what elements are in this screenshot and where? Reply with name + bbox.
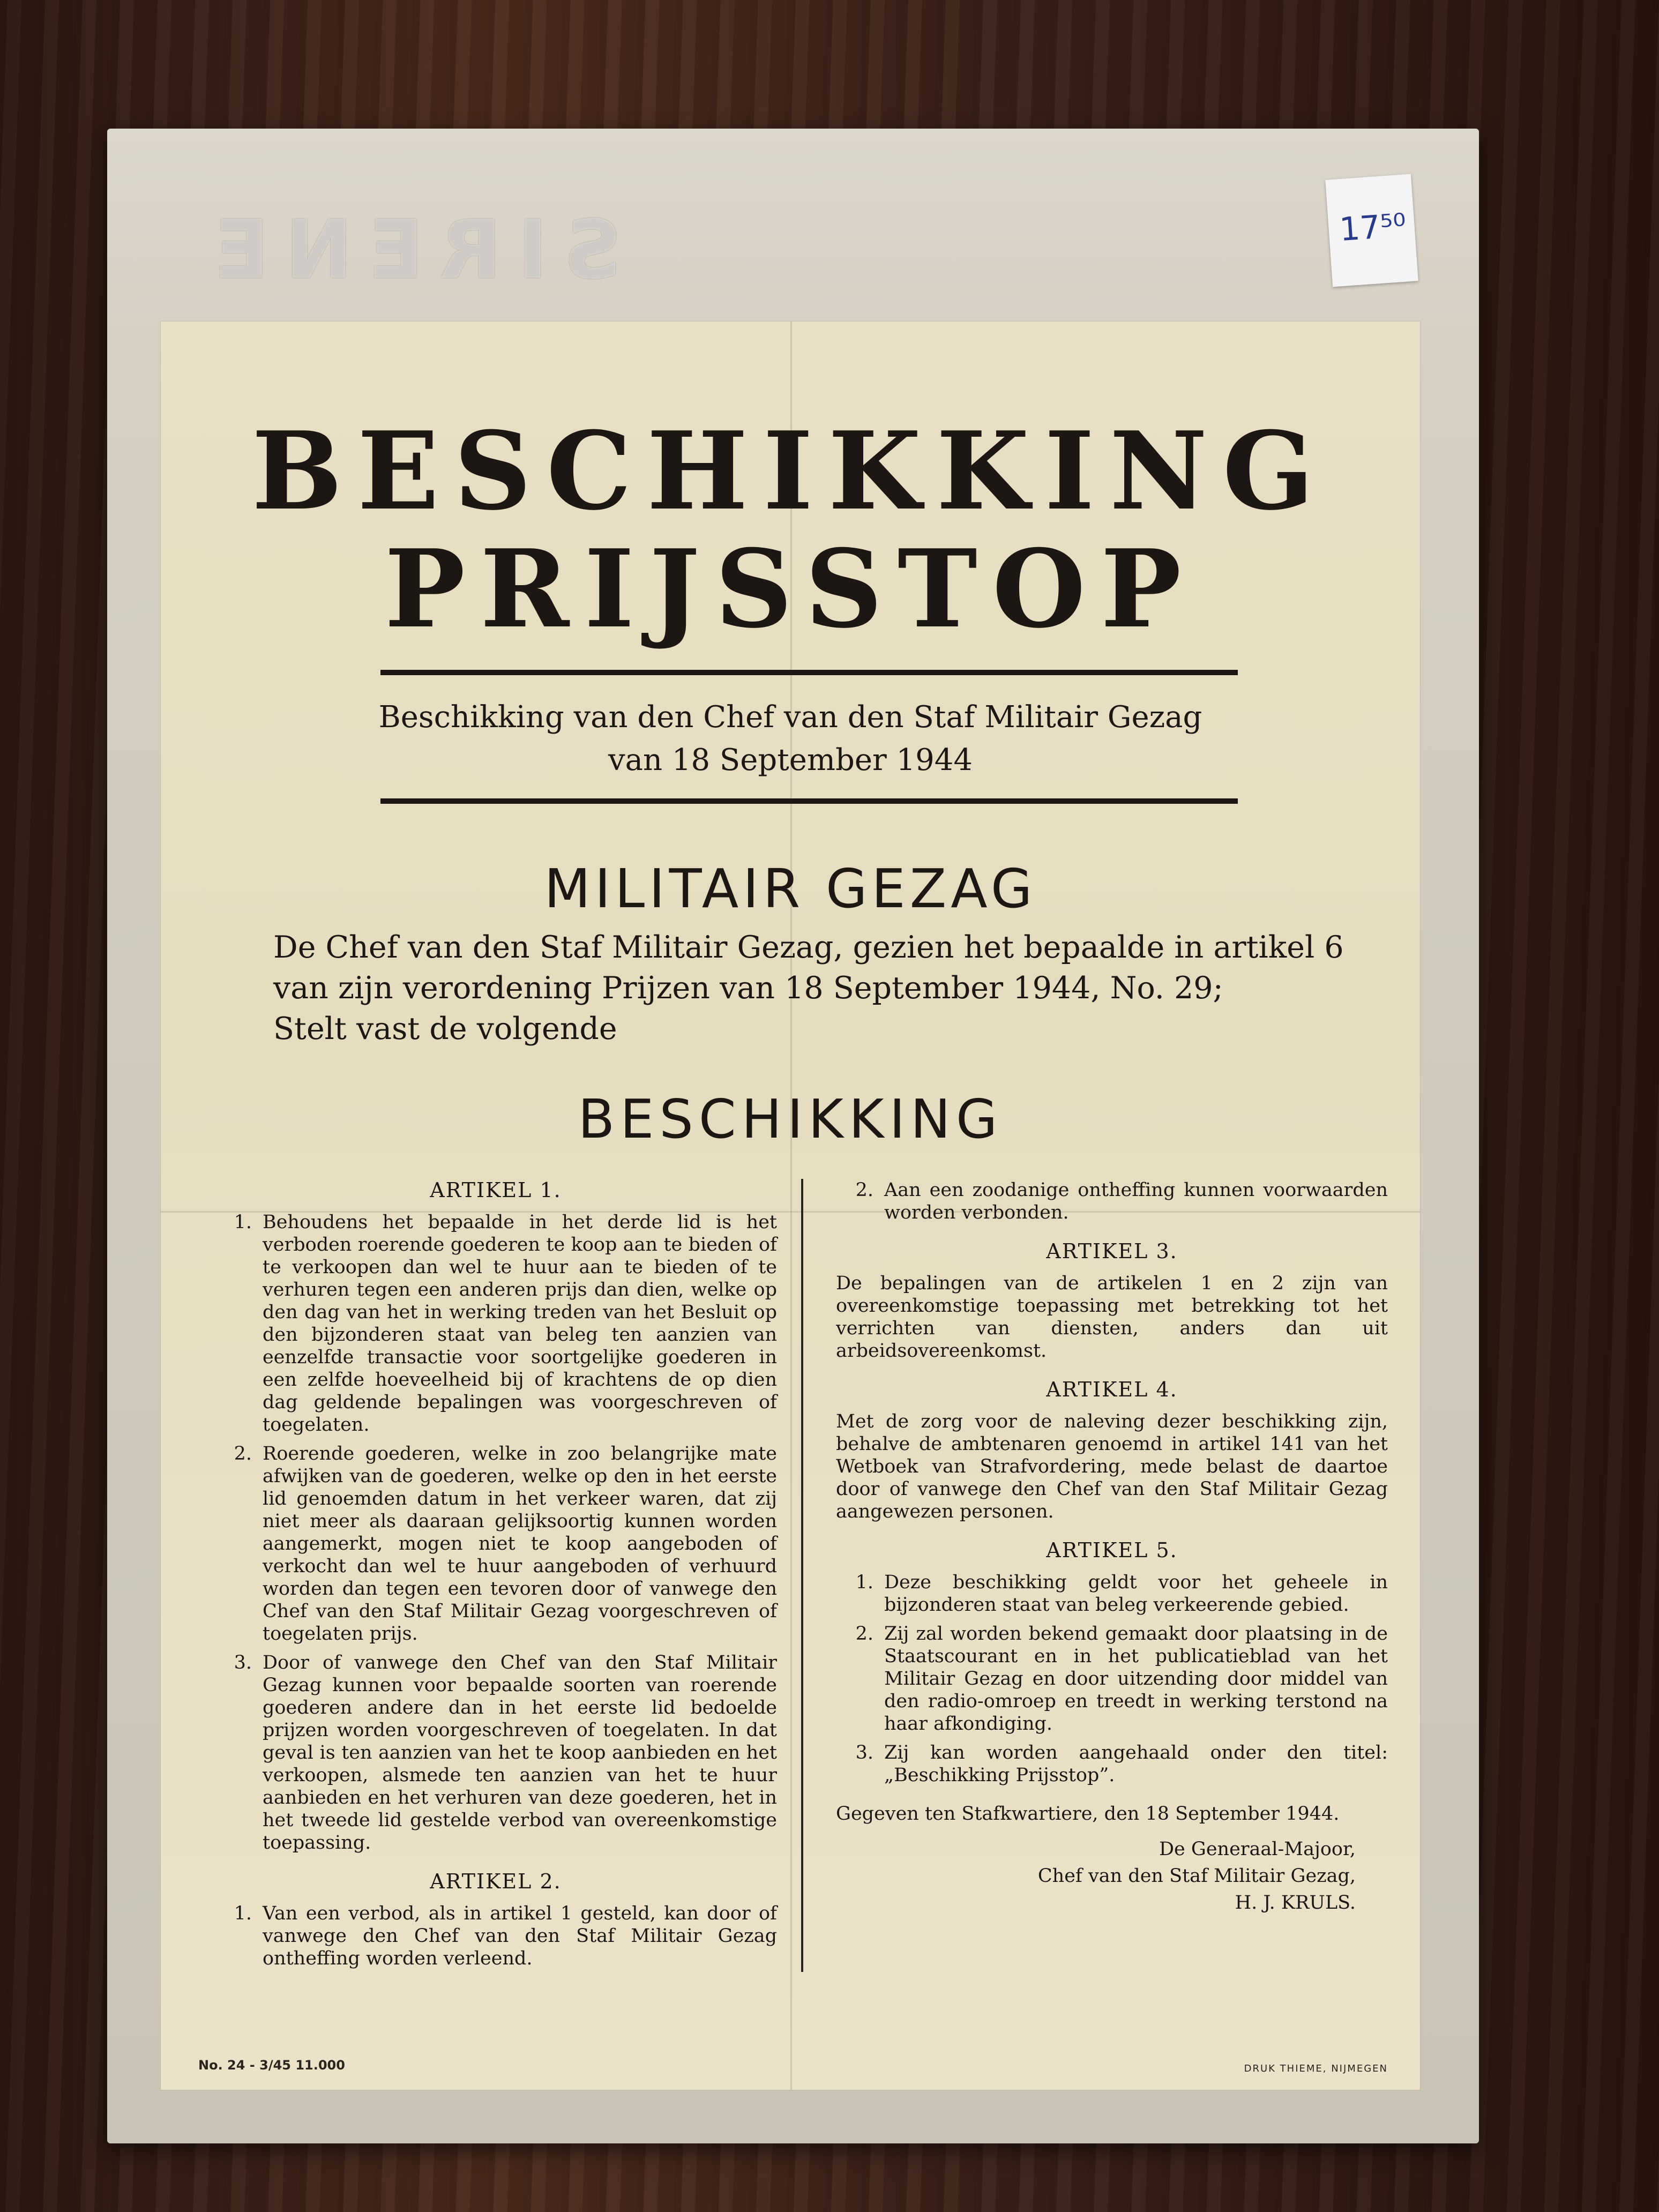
intro-line: van zijn verordening Prijzen van 18 September 1944, No. 29; xyxy=(273,970,1223,1006)
item-text: Roerende goederen, welke in zoo belangrijke mate afwijken van de goederen, welke op den in het eerste lid genoemden datum in het verkeer waren, dat zij niet meer als daaraan gelijksoortig kunnen worden aangemerkt, mogen niet te koop aangeboden of verkocht dan wel te huur aangeboden of verhuurd worden dan tegen een tevoren door of vanwege den Chef van den Staf Militair Gezag voorgeschreven of toegelaten prijs. xyxy=(263,1443,777,1645)
article-1-item xyxy=(214,1443,777,1645)
subtitle-line1: Beschikking van den Chef van den Staf Militair Gezag xyxy=(378,700,1202,735)
item-text: Behoudens het bepaalde in het derde lid is het verboden roerende goederen te koop aan te bieden of te verkoopen dan wel te huur aan te bieden of te verhuren tegen een anderen prijs dan dien, welke op den dag van het in werking treden van het Besluit op den bijzonderen staat van beleg ten aanzien van eenzelfde transactie voor soortgelijke goederen in een zelfde hoeveelheid bij of krachtens de op dien dag geldende bepalingen was voorgeschreven of toegelaten. xyxy=(263,1212,777,1436)
article-1-heading: ARTIKEL 1. xyxy=(430,1178,562,1202)
article-3-text: De bepalingen van de artikelen 1 en 2 zijn van overeenkomstige toepassing met betrekking tot het verrichten van diensten, anders dan uit arbeidsovereenkomst. xyxy=(836,1273,1388,1362)
price-tag xyxy=(1325,174,1418,287)
right-column xyxy=(836,1179,1388,1916)
article-2-item xyxy=(836,1179,1388,1224)
intro-line: Stelt vast de volgende xyxy=(273,1011,617,1047)
article-2-item xyxy=(214,1902,777,1970)
item-text: Van een verbod, als in artikel 1 gesteld, kan door of vanwege den Chef van den Staf Militair Gezag ontheffing worden verleend. xyxy=(263,1903,777,1969)
article-1-item xyxy=(214,1651,777,1854)
signature-line: Chef van den Staf Militair Gezag, xyxy=(1037,1865,1356,1887)
article-5-heading: ARTIKEL 5. xyxy=(1046,1538,1178,1562)
item-number: 3. xyxy=(234,1652,252,1673)
poster xyxy=(161,322,1420,2090)
signature-line: De Generaal-Majoor, xyxy=(1159,1839,1356,1860)
article-1-item xyxy=(214,1211,777,1436)
authority-heading: MILITAIR GEZAG xyxy=(544,857,1037,920)
given-line: Gegeven ten Stafkwartiere, den 18 September 1944. xyxy=(836,1803,1340,1825)
item-number: 2. xyxy=(234,1443,252,1464)
left-column xyxy=(214,1179,777,1976)
signature-name: H. J. KRULS. xyxy=(1235,1892,1356,1914)
item-text: Aan een zoodanige ontheffing kunnen voorwaarden worden verbonden. xyxy=(884,1179,1388,1223)
poster-title-line1: BESCHIKKING xyxy=(251,408,1329,534)
price-tag-text: 17⁵⁰ xyxy=(1338,206,1408,249)
item-number: 3. xyxy=(855,1742,873,1763)
item-number: 2. xyxy=(855,1623,873,1645)
item-text: Zij kan worden aangehaald onder den titel: „Beschikking Prijsstop”. xyxy=(884,1742,1388,1786)
subtitle-line2: van 18 September 1944 xyxy=(608,743,973,778)
intro-line: De Chef van den Staf Militair Gezag, gezien het bepaalde in artikel 6 xyxy=(273,930,1344,965)
intro-paragraph xyxy=(273,927,1344,1049)
item-text: Zij zal worden bekend gemaakt door plaatsing in de Staatscourant en in het publicatieblad van het Militair Gezag en door uitzending door middel van den radio-omroep en treedt in werking terstond na haar afkondiging. xyxy=(884,1623,1388,1735)
article-5-item xyxy=(836,1571,1388,1616)
article-3-heading: ARTIKEL 3. xyxy=(1046,1239,1178,1263)
item-text: Deze beschikking geldt voor het geheele in bijzonderen staat van beleg verkeerende gebied. xyxy=(884,1572,1388,1616)
article-5-item xyxy=(836,1623,1388,1735)
poster-title-line2: PRIJSSTOP xyxy=(384,526,1197,652)
title-rule-bottom xyxy=(380,798,1238,804)
printer-credit: DRUK THIEME, NIJMEGEN xyxy=(1244,2063,1388,2074)
title-rule-top xyxy=(380,670,1238,675)
item-number: 1. xyxy=(234,1903,252,1924)
item-number: 1. xyxy=(855,1572,873,1593)
article-5-item xyxy=(836,1742,1388,1787)
embossed-sleeve-text: SIRENE xyxy=(198,204,622,297)
signature-block xyxy=(836,1836,1388,1916)
section-heading: BESCHIKKING xyxy=(578,1088,1003,1150)
column-divider xyxy=(801,1179,803,1972)
article-4-text: Met de zorg voor de naleving dezer beschikking zijn, behalve de ambtenaren genoemd in artikel 141 van het Wetboek van Strafvordering, mede belast de daartoe door of vanwege den Chef van den Staf Militair Gezag aangewezen personen. xyxy=(836,1411,1388,1522)
item-number: 1. xyxy=(234,1212,252,1233)
article-2-heading: ARTIKEL 2. xyxy=(430,1870,562,1893)
item-text: Door of vanwege den Chef van den Staf Militair Gezag kunnen voor bepaalde soorten van roerende goederen andere dan in het eerste lid bedoelde prijzen worden voorgeschreven of toegelaten. In dat geval is ten aanzien van het te koop aanbieden en het verkoopen, alsmede ten aanzien van het te huur aanbieden en het verhuren van deze goederen, het in het tweede lid gestelde verbod van overeenkomstige toepassing. xyxy=(263,1652,777,1854)
article-4-heading: ARTIKEL 4. xyxy=(1046,1378,1178,1401)
item-number: 2. xyxy=(855,1179,873,1201)
print-number: No. 24 - 3/45 11.000 xyxy=(198,2058,345,2073)
